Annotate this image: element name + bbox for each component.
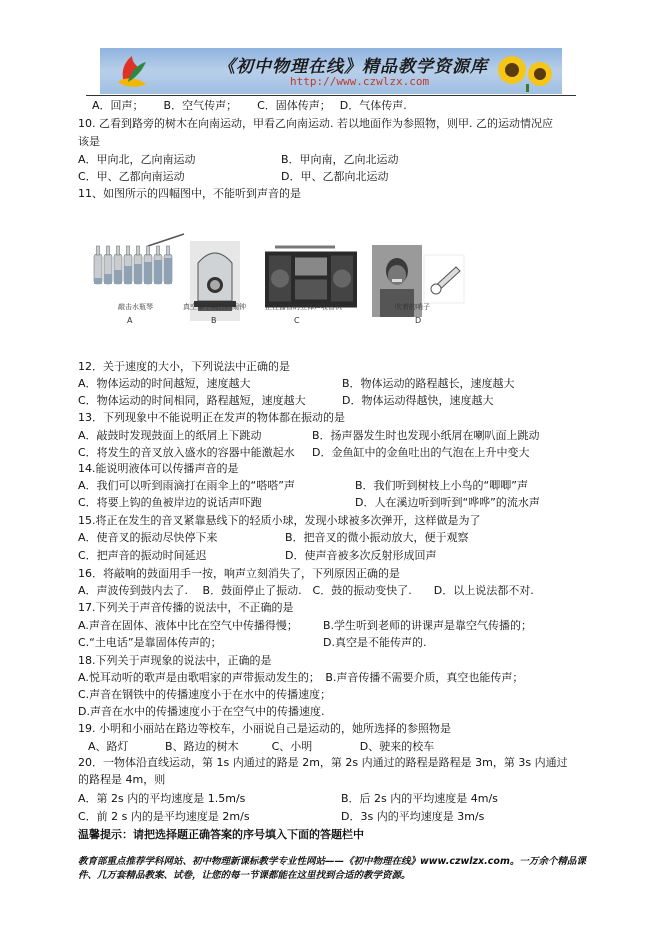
q12-stem: 12．关于速度的大小，下列说法中正确的是 [78,360,290,373]
figure-a-letter: A [127,316,133,325]
q10-option-b: B．甲向南，乙向北运动 [281,153,399,166]
q14-option-d: D．人在溪边听到听到“哗哗”的流水声 [355,496,540,509]
q13-option-c: C．将发生的音叉放入盛水的容器中能激起水 [78,446,295,459]
q13-stem: 13．下列现象中不能说明正在发声的物体都在振动的是 [78,411,345,424]
q20-stem: 20．一物体沿直线运动，第 1s 内通过的路是 2m，第 2s 内通过的路程是路程是 3m，第 3s 内通过 [78,756,568,769]
q10-option-a: A．甲向北，乙向南运动 [78,153,196,166]
q11-stem: 11、如图所示的四幅图中，不能听到声音的是 [78,187,301,200]
q18-option-ab: A.悦耳动听的歌声是由歌唱家的声带振动发生的； B.声音传播不需要介质，真空也能传声； [78,671,524,684]
q20-stem-cont: 的路程是 4m，则 [78,773,166,786]
q12-option-c: C．物体运动的时间相同，路程越短，速度越大 [78,394,306,407]
q17-option-d: D.真空是不能传声的. [323,636,427,649]
q10-stem: 10. 乙看到路旁的树木在向南运动，甲看乙向南运动. 若以地面作为参照物，则甲. 乙的运动情况应 [78,117,553,130]
q12-option-b: B．物体运动的路程越长，速度越大 [342,377,515,390]
q19-options: A、路灯 B、路边的树木 C、小明 D、驶来的校车 [88,740,435,753]
header-url[interactable]: http://www.czwlzx.com [290,75,430,88]
q20-option-b: B．后 2s 内的平均速度是 4m/s [341,792,498,805]
q15-stem: 15.将正在发生的音叉紧靠悬线下的轻质小球，发现小球被多次弹开，这样做是为了 [78,514,481,527]
header-rule [86,95,576,96]
q17-stem: 17.下列关于声音传播的说法中，不正确的是 [78,601,294,614]
q20-option-a: A．第 2s 内的平均速度是 1.5m/s [78,792,246,805]
figure-a-caption: 敲击水瓶琴 [118,303,153,311]
q14-stem: 14.能说明液体可以传播声音的是 [78,462,239,475]
q18-stem: 18.下列关于声现象的说法中，正确的是 [78,654,272,667]
q15-option-c: C．把声音的振动时间延迟 [78,549,207,562]
q15-option-b: B．把音叉的微小振动放大，便于观察 [285,531,469,544]
q12-option-d: D．物体运动得越快，速度越大 [342,394,494,407]
figure-c-caption: 正在播音的立体声收音机 [265,303,342,311]
q18-option-d: D.声音在水中的传播速度小于在空气中的传播速度. [78,705,325,718]
q20-option-c: C．前 2 s 内的是平均速度是 2m/s [78,810,250,823]
q17-option-a: A.声音在固体、液体中比在空气中传播得慢； [78,619,298,632]
q18-option-c: C.声音在钢铁中的传播速度小于在水中的传播速度； [78,688,332,701]
figure-d-letter: D [415,316,422,325]
q9-options: A．回声； B．空气传声； C．固体传声； D．气体传声. [92,99,407,112]
q10-option-d: D．甲、乙都向北运动 [281,170,389,183]
figure-b-letter: B [211,316,217,325]
header-banner [100,48,562,94]
q20-option-d: D．3s 内的平均速度是 3m/s [341,810,485,823]
q10-stem-cont: 该是 [78,135,100,148]
figure-water-bottle-xylophone [92,226,192,336]
q13-option-a: A．敲鼓时发现鼓面上的纸屑上下跳动 [78,429,262,442]
q17-option-b: B.学生听到老师的讲课声是靠空气传播的； [323,619,533,632]
header-title: 《初中物理在线》精品教学资源库 [218,57,488,77]
q16-stem: 16．将敲响的鼓面用手一按，响声立刻消失了，下列原因正确的是 [78,567,400,580]
site-logo-icon [112,52,152,90]
q10-option-c: C．甲、乙都向南运动 [78,170,185,183]
figure-d-caption: 吹着的哨子 [395,303,430,311]
page-footer: 教育部重点推荐学科网站、初中物理新课标教学专业性网站——《初中物理在线》www.czwlzx.com。一万余个精品课件、几万套精品教案、试卷，让您的每一节课都能在这里找到合适的教学资源。 [78,856,586,881]
figure-c-letter: C [294,316,300,325]
q19-stem: 19. 小明和小丽站在路边等校车，小丽说自己是运动的，她所选择的参照物是 [78,722,451,735]
q13-option-b: B．扬声器发生时也发现小纸屑在喇叭面上跳动 [312,429,540,442]
q15-option-d: D．使声音被多次反射形成回声 [285,549,437,562]
q12-option-a: A．物体运动的时间越短，速度越大 [78,377,251,390]
q14-option-b: B．我们听到树枝上小鸟的“唧唧”声 [355,479,528,492]
q17-option-c: C.“土电话”是靠固体传声的； [78,636,222,649]
q16-options: A．声波传到鼓内去了. B．鼓面停止了振动. C．鼓的振动变快了. D．以上说法都不对. [78,584,534,597]
q15-option-a: A．使音叉的振动尽快停下来 [78,531,218,544]
q13-option-d: D．金鱼缸中的金鱼吐出的气泡在上升中变大 [312,446,530,459]
sunflower-icon [490,50,556,92]
figure-stereo-radio [265,226,357,336]
answer-tip: 温馨提示：请把选择题正确答案的序号填入下面的答题栏中 [78,828,364,841]
figure-b-caption: 真空罩中响铃的闹钟 [183,303,246,311]
q14-option-a: A．我们可以听到雨滴打在雨伞上的“嗒嗒”声 [78,479,295,492]
q14-option-c: C．将要上钩的鱼被岸边的说话声吓跑 [78,496,262,509]
